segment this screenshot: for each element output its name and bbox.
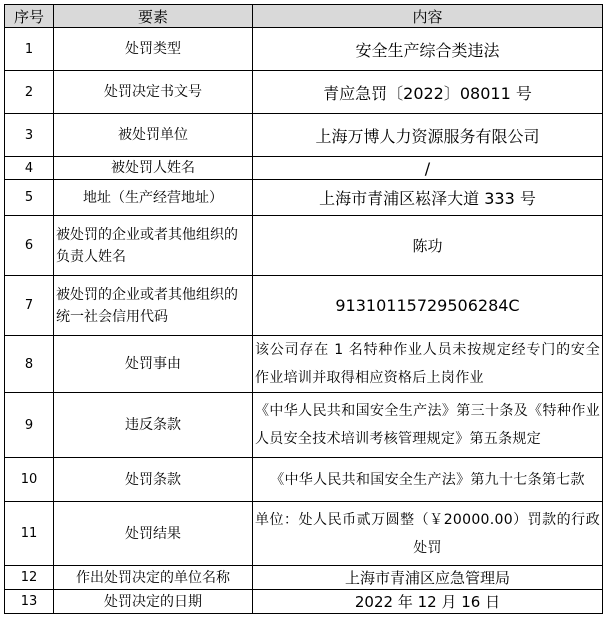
- row-item: 被处罚单位: [54, 114, 253, 157]
- row-item: 处罚决定的日期: [54, 590, 253, 614]
- row-no: 1: [5, 28, 54, 71]
- table-row: [5, 393, 603, 458]
- row-no: 8: [5, 336, 54, 393]
- row-no: 11: [5, 502, 54, 566]
- table-row: [5, 157, 603, 180]
- header-item: 要素: [54, 5, 253, 28]
- row-no: 10: [5, 458, 54, 502]
- row-item: 处罚类型: [54, 28, 253, 71]
- table-row: [5, 502, 603, 566]
- table-row: [5, 566, 603, 590]
- row-no: 3: [5, 114, 54, 157]
- table-row: [5, 458, 603, 502]
- table-row: [5, 590, 603, 614]
- row-content: 上海市青浦区应急管理局: [253, 566, 603, 590]
- row-item: 被处罚的企业或者其他组织的统一社会信用代码: [54, 276, 253, 336]
- penalty-info-table: [4, 4, 603, 614]
- row-item: 处罚事由: [54, 336, 253, 393]
- table-row: [5, 336, 603, 393]
- row-item: 违反条款: [54, 393, 253, 458]
- row-content: 上海万博人力资源服务有限公司: [253, 114, 603, 157]
- row-item: 被处罚的企业或者其他组织的负责人姓名: [54, 216, 253, 276]
- row-content: 《中华人民共和国安全生产法》第九十七条第七款: [253, 458, 603, 502]
- header-no: 序号: [5, 5, 54, 28]
- row-item: 处罚条款: [54, 458, 253, 502]
- row-content: 安全生产综合类违法: [253, 28, 603, 71]
- row-content: /: [253, 157, 603, 180]
- table-row: [5, 28, 603, 71]
- row-item: 被处罚人姓名: [54, 157, 253, 180]
- row-content: 单位：处人民币贰万圆整（￥20000.00）罚款的行政处罚: [253, 502, 603, 566]
- row-content: 上海市青浦区崧泽大道 333 号: [253, 180, 603, 216]
- row-no: 13: [5, 590, 54, 614]
- row-no: 7: [5, 276, 54, 336]
- table-row: [5, 216, 603, 276]
- row-content: 《中华人民共和国安全生产法》第三十条及《特种作业人员安全技术培训考核管理规定》第五条规定: [253, 393, 603, 458]
- row-item: 处罚结果: [54, 502, 253, 566]
- row-no: 5: [5, 180, 54, 216]
- row-content: 陈功: [253, 216, 603, 276]
- header-content: 内容: [253, 5, 603, 28]
- row-item: 作出处罚决定的单位名称: [54, 566, 253, 590]
- row-no: 2: [5, 71, 54, 114]
- row-content: 青应急罚〔2022〕08011 号: [253, 71, 603, 114]
- row-item: 地址（生产经营地址）: [54, 180, 253, 216]
- row-content: 该公司存在 1 名特种作业人员未按规定经专门的安全作业培训并取得相应资格后上岗作业: [253, 336, 603, 393]
- table-row: [5, 276, 603, 336]
- row-content: 2022 年 12 月 16 日: [253, 590, 603, 614]
- row-no: 6: [5, 216, 54, 276]
- table-row: [5, 180, 603, 216]
- row-no: 12: [5, 566, 54, 590]
- row-no: 9: [5, 393, 54, 458]
- row-no: 4: [5, 157, 54, 180]
- row-item: 处罚决定书文号: [54, 71, 253, 114]
- table-row: [5, 114, 603, 157]
- row-content: 91310115729506284C: [253, 276, 603, 336]
- table-row: [5, 71, 603, 114]
- header-row: [5, 5, 603, 28]
